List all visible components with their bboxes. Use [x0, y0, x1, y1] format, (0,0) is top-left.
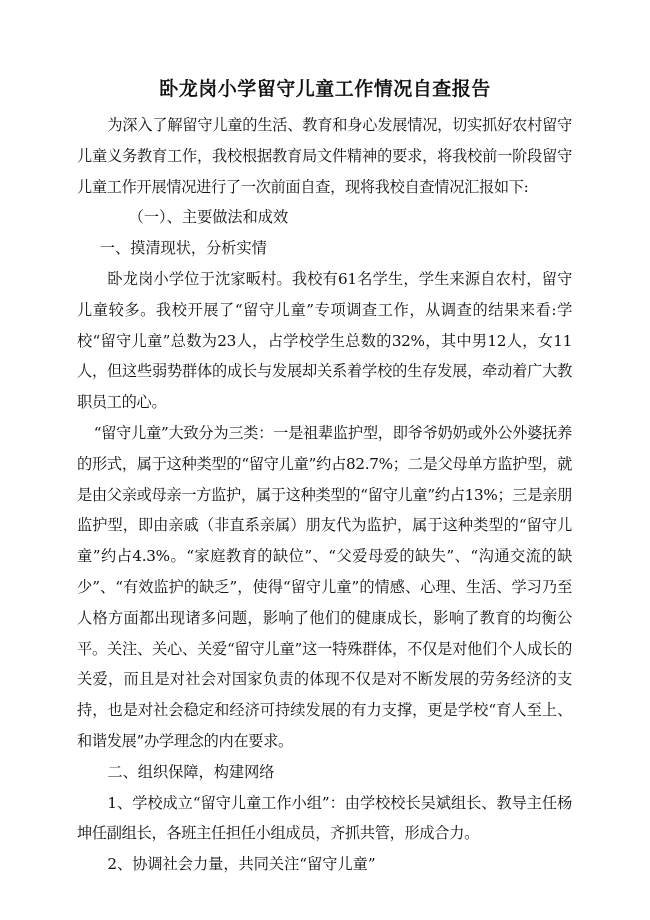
- subsection-heading: 二、组织保障，构建网络: [107, 762, 275, 781]
- paragraph: 卧龙岗小学位于沈家畈村。我校有61名学生，学生来源自农村，留守儿童较多。我校开展了“留守儿童”专项调查工作，从调查的结果来看:学校“留守儿童”总数为23人，占学校学生总数的32%，其中男12人，女11人，但这些弱势群体的成长与发展却关系着学校的生存发展，牵动着广大教职员工的心。: [77, 269, 572, 412]
- paragraph: “留守儿童”大致分为三类：一是祖辈监护型，即爷爷奶奶或外公外婆抚养的形式，属于这种类型的“留守儿童”约占82.7%；二是父母单方监护型，就是由父亲或母亲一方监护，属于这种类型的“留守儿童”约占13%；三是亲朋监护型，即由亲戚（非直系亲属）朋友代为监护，属于这种类型的“留守儿童”约占4.3%。“家庭教育的缺位”、“父爱母爱的缺失”、“沟通交流的缺少”、“有效监护的缺乏”，使得“留守儿童”的情感、心理、生活、学习乃至人格方面都出现诸多问题，影响了他们的健康成长，影响了教育的均衡公平。关注、关心、关爱“留守儿童”这一特殊群体，不仅是对他们个人成长的关爱，而且是对社会对国家负责的体现不仅是对不断发展的劳务经济的支持，也是对社会稳定和经济可持续发展的有力支撑，更是学校“育人至上、和谐发展”办学理念的内在要求。: [77, 423, 572, 750]
- paragraph: 2、协调社会力量，共同关注“留守儿童”: [107, 855, 376, 874]
- intro-paragraph: 为深入了解留守儿童的生活、教育和身心发展情况，切实抓好农村留守儿童义务教育工作，我校根据教育局文件精神的要求，将我校前一阶段留守儿童工作开展情况进行了一次前面自查，现将我校自查情况汇报如下:: [77, 116, 572, 196]
- subsection-heading: 一、摸清现状，分析实情: [99, 239, 267, 258]
- document-body: [77, 110, 572, 880]
- document-title: 卧龙岗小学留守儿童工作情况自查报告: [159, 78, 491, 100]
- paragraph: 1、学校成立“留守儿童工作小组”：由学校校长吴斌组长、教导主任杨坤任副组长，各班主任担任小组成员，齐抓共管，形成合力。: [77, 793, 572, 843]
- section-heading: （一）、主要做法和成效: [128, 208, 289, 227]
